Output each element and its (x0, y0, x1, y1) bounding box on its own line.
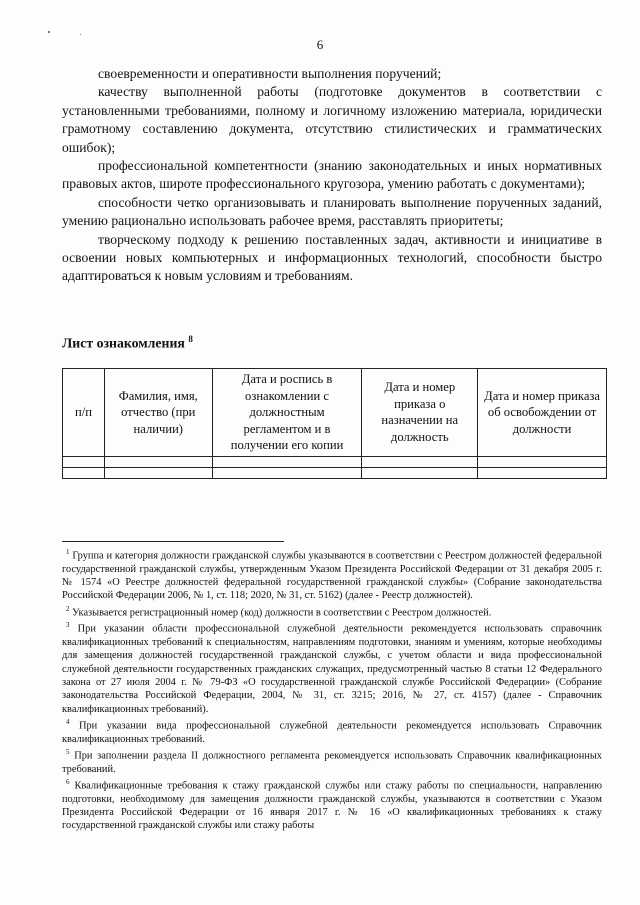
table-cell (478, 456, 607, 467)
scan-speck (80, 34, 81, 35)
acknowledgement-table (62, 368, 607, 479)
body-paragraph: творческому подходу к решению поставленных задач, активности и инициативе в освоении новых компьютерных и информационных технологий, способности быстро адаптироваться к новым условиям и требованиям. (62, 231, 602, 284)
footnote-marker: 3 (66, 621, 70, 630)
footnote-marker: 2 (66, 604, 70, 613)
column-header: Дата и номер приказа о назначении на должность (362, 369, 478, 457)
table-cell (63, 467, 105, 478)
footnote-text: При указании области профессиональной служебной деятельности рекомендуется использовать справочник квалификационных требований к специальностям, направлениям подготовки, знаниям и умениям, которые необходимы для замещения должностей государственной гражданской службы, с учетом области и вида профессиональной служебной деятельности государственных гражданских служащих, предусмотренный частью 8 статьи 12 Федерального закона от 27 июля 2004 г. № 79-ФЗ «О государственной гражданской службе Российской Федерации» (Собрание законодательства Российской Федерации, 2004, № 31, ст. 3215; 2016, № 27, ст. 4157) (далее - Справочник квалификационных требований). (62, 623, 602, 715)
table-cell (104, 467, 212, 478)
page-number: 6 (316, 37, 324, 52)
scan-speck (48, 31, 50, 33)
footnotes (62, 546, 602, 833)
table-row (63, 456, 607, 467)
footnote-text: При заполнении раздела II должностного регламента рекомендуется использовать Справочник квалификационных требований. (62, 750, 602, 775)
body-paragraph: качеству выполненной работы (подготовке документов в соответствии с установленными требованиями, полному и логичному изложению материала, юридически грамотному составлению документа, отсутствию стилистических и грамматических ошибок); (62, 84, 602, 155)
column-header: Дата и номер приказа об освобождении от должности (478, 369, 607, 457)
table-row (63, 467, 607, 478)
table-cell (104, 456, 212, 467)
column-header: Дата и роспись в ознакомлении с должностным регламентом и в получении его копии (212, 369, 362, 457)
body-paragraph: своевременности и оперативности выполнения поручений; (98, 66, 442, 81)
footnote (62, 716, 602, 746)
footnote (62, 546, 602, 603)
footnote (62, 746, 602, 776)
footnote (62, 776, 602, 833)
table-cell (362, 456, 478, 467)
footnote-marker: 5 (66, 748, 70, 757)
footnote-text: При указании вида профессиональной служебной деятельности рекомендуется использовать Справочник квалификационных требований. (62, 720, 602, 745)
column-header: Фамилия, имя, отчество (при наличии) (104, 369, 212, 457)
table-cell (63, 456, 105, 467)
table-cell (362, 467, 478, 478)
footnote-marker: 6 (66, 778, 70, 787)
footnote-divider (62, 541, 284, 542)
table-cell (212, 456, 362, 467)
section-title-text: Лист ознакомления (62, 335, 185, 351)
footnote-text: Квалификационные требования к стажу гражданской службы или стажу работы по специальности, направлению подготовки, необходимому для замещения должности гражданской службы, указываются в соответствии с Указом Президента Российской Федерации от 16 января 2017 г. № 16 «О квалификационных требованиях к стажу государственной гражданской службы или стажу работы (62, 780, 602, 832)
footnote (62, 603, 602, 620)
table-cell (212, 467, 362, 478)
footnote-text: Группа и категория должности гражданской службы указываются в соответствии с Реестром должностей федеральной государственной гражданской службы, утвержденным Указом Президента Российской Федерации от 31 декабря 2005 г. № 1574 «О Реестре должностей федеральной государственной гражданской службы» (Собрание законодательства Российской Федерации 2006, № 1, ст. 118; 2020, № 31, ст. 5162) (далее - Реестр должностей). (62, 550, 602, 602)
footnote (62, 619, 602, 716)
body-paragraph: профессиональной компетентности (знанию законодательных и иных нормативных правовых актов, широте профессионального кругозора, умению работать с документами); (62, 158, 602, 192)
table-cell (478, 467, 607, 478)
body-paragraph: способности четко организовывать и планировать выполнение порученных заданий, умению рационально использовать рабочее время, расставлять приоритеты; (62, 194, 602, 229)
column-header: п/п (63, 369, 105, 457)
table-header-row (63, 369, 607, 457)
footnote-text: Указывается регистрационный номер (код) должности в соответствии с Реестром должностей. (72, 607, 492, 619)
body-text (62, 65, 602, 286)
footnote-marker: 1 (66, 548, 70, 556)
footnote-marker: 4 (66, 717, 70, 726)
section-title (62, 334, 193, 352)
footnote-ref: 8 (188, 334, 193, 344)
